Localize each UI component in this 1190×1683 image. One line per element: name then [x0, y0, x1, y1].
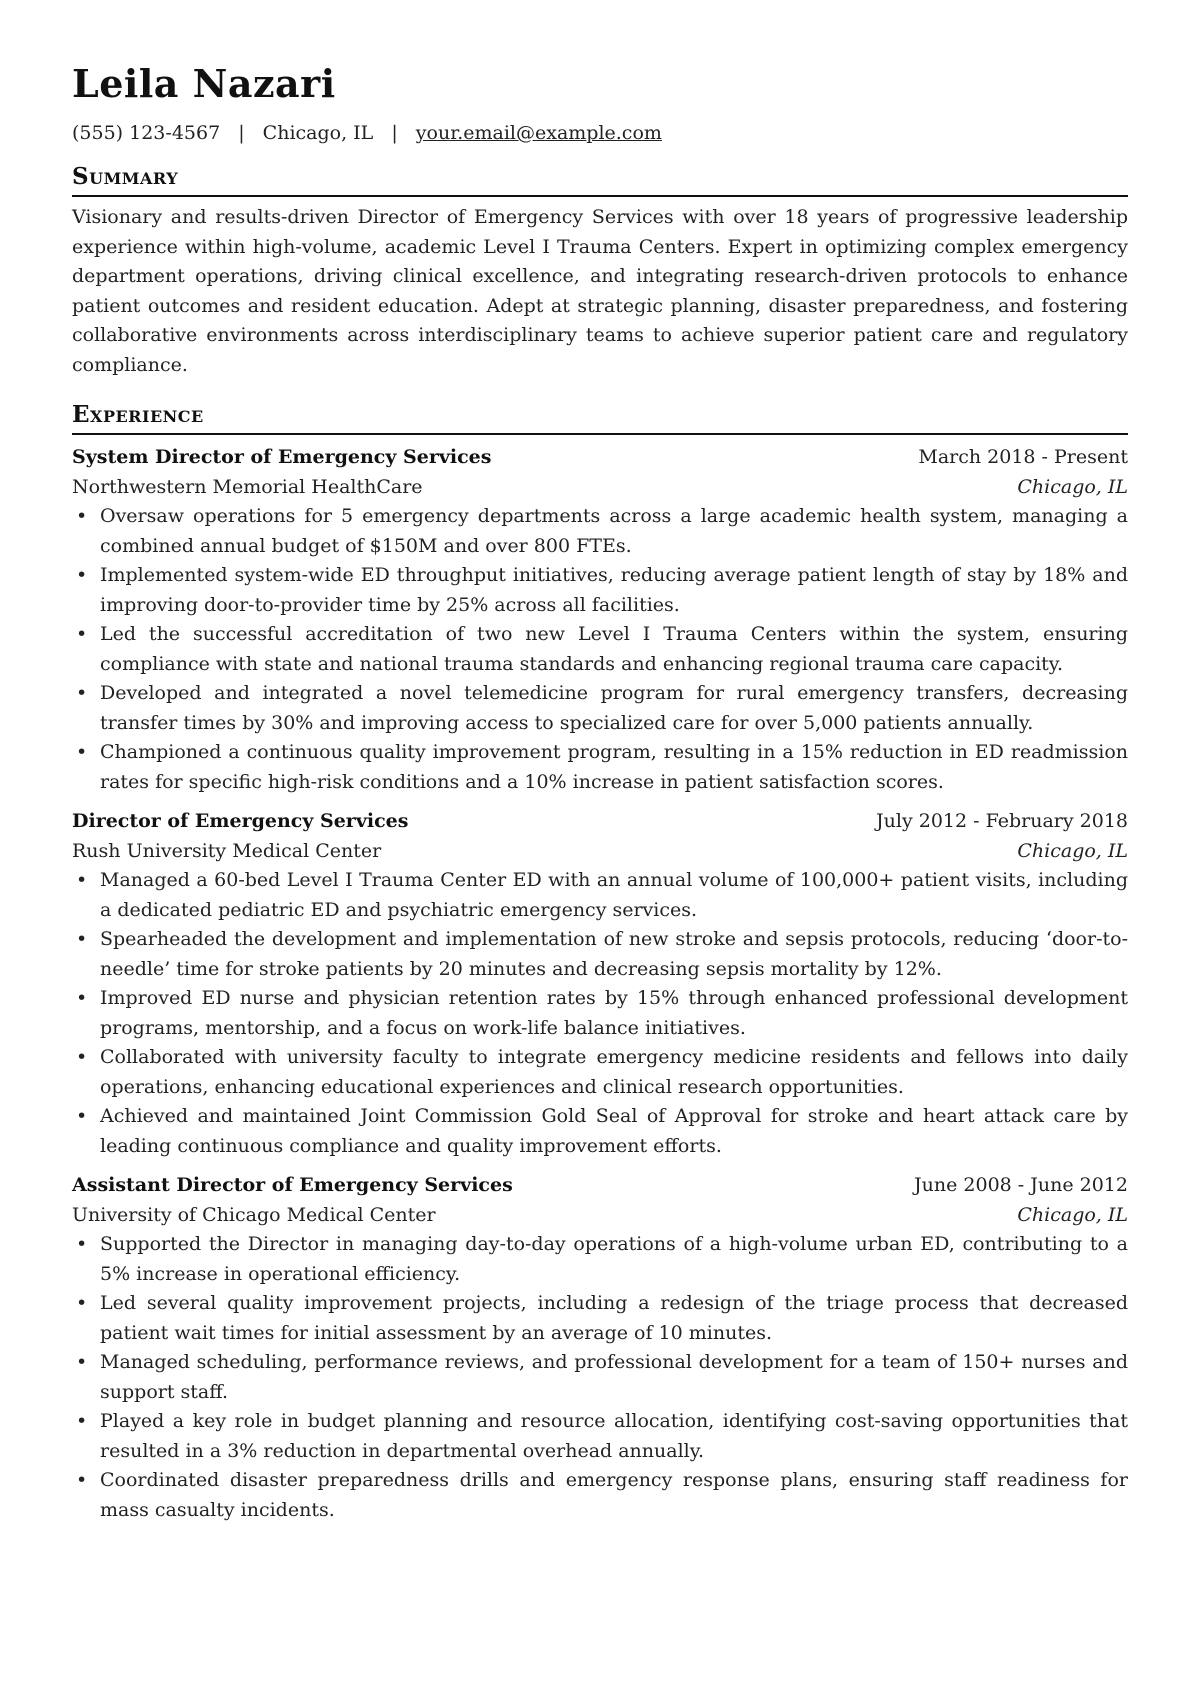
job-bullets — [72, 502, 1128, 797]
contact-separator: | — [391, 122, 398, 144]
bullet-item: • Managed scheduling, performance reviews, and professional development for a team of 150+ nurses and support staff. — [100, 1348, 1128, 1407]
job-location: Chicago, IL — [1017, 839, 1128, 862]
bullet-item: • Spearheaded the development and implementation of new stroke and sepsis protocols, reducing ‘door-to-needle’ time for stroke patients by 20 minutes and decreasing sepsis mortality by 12%. — [100, 925, 1128, 984]
bullet-item: • Collaborated with university faculty to integrate emergency medicine residents and fellows into daily operations, enhancing educational experiences and clinical research opportunities. — [100, 1043, 1128, 1102]
contact-separator: | — [238, 122, 245, 144]
job-title: Director of Emergency Services — [72, 810, 409, 832]
summary-heading: Summary — [72, 162, 1128, 197]
job-subheader — [72, 473, 1128, 503]
bullet-item: • Managed a 60-bed Level I Trauma Center ED with an annual volume of 100,000+ patient visits, including a dedicated pediatric ED and psychiatric emergency services. — [100, 866, 1128, 925]
bullet-item: • Achieved and maintained Joint Commission Gold Seal of Approval for stroke and heart attack care by leading continuous compliance and quality improvement efforts. — [100, 1102, 1128, 1161]
candidate-name: Leila Nazari — [72, 61, 336, 106]
company-name: Northwestern Memorial HealthCare — [72, 475, 423, 498]
job-entry — [72, 1171, 1128, 1525]
job-subheader — [72, 837, 1128, 867]
job-subheader — [72, 1201, 1128, 1231]
job-dates: June 2008 - June 2012 — [914, 1174, 1128, 1196]
experience-heading: Experience — [72, 400, 1128, 435]
job-header — [72, 443, 1128, 473]
company-name: University of Chicago Medical Center — [72, 1203, 436, 1226]
summary-section — [72, 162, 1128, 380]
contact-line — [72, 120, 1128, 146]
location: Chicago, IL — [262, 122, 374, 144]
bullet-item: • Led several quality improvement projects, including a redesign of the triage process that decreased patient wait times for initial assessment by an average of 10 minutes. — [100, 1289, 1128, 1348]
bullet-item: • Oversaw operations for 5 emergency departments across a large academic health system, managing a combined annual budget of $150M and over 800 FTEs. — [100, 502, 1128, 561]
bullet-item: • Championed a continuous quality improvement program, resulting in a 15% reduction in ED readmission rates for specific high-risk conditions and a 10% increase in patient satisfaction scores. — [100, 738, 1128, 797]
job-title: System Director of Emergency Services — [72, 446, 492, 468]
job-entry — [72, 443, 1128, 797]
company-name: Rush University Medical Center — [72, 839, 382, 862]
summary-text: Visionary and results-driven Director of Emergency Services with over 18 years of progressive leadership experience within high-volume, academic Level I Trauma Centers. Expert in optimizing complex emergency department operations, driving clinical excellence, and integrating research-driven protocols to enhance patient outcomes and resident education. Adept at strategic planning, disaster preparedness, and fostering collaborative environments across interdisciplinary teams to achieve superior patient care and regulatory compliance. — [72, 206, 1128, 376]
email-link[interactable]: your.email@example.com — [415, 122, 662, 144]
job-bullets — [72, 1230, 1128, 1525]
job-location: Chicago, IL — [1017, 475, 1128, 498]
job-dates: July 2012 - February 2018 — [876, 810, 1128, 832]
job-title: Assistant Director of Emergency Services — [72, 1174, 513, 1196]
job-entry — [72, 807, 1128, 1161]
phone-number: (555) 123-4567 — [72, 122, 221, 144]
job-location: Chicago, IL — [1017, 1203, 1128, 1226]
job-header — [72, 1171, 1128, 1201]
bullet-item: • Supported the Director in managing day-to-day operations of a high-volume urban ED, contributing to a 5% increase in operational efficiency. — [100, 1230, 1128, 1289]
bullet-item: • Played a key role in budget planning and resource allocation, identifying cost-saving opportunities that resulted in a 3% reduction in departmental overhead annually. — [100, 1407, 1128, 1466]
bullet-item: • Coordinated disaster preparedness drills and emergency response plans, ensuring staff readiness for mass casualty incidents. — [100, 1466, 1128, 1525]
bullet-item: • Implemented system-wide ED throughput initiatives, reducing average patient length of stay by 18% and improving door-to-provider time by 25% across all facilities. — [100, 561, 1128, 620]
bullet-item: • Led the successful accreditation of two new Level I Trauma Centers within the system, ensuring compliance with state and national trauma standards and enhancing regional trauma care capacity. — [100, 620, 1128, 679]
job-bullets — [72, 866, 1128, 1161]
experience-section — [72, 400, 1128, 1525]
bullet-item: • Improved ED nurse and physician retention rates by 15% through enhanced professional development programs, mentorship, and a focus on work-life balance initiatives. — [100, 984, 1128, 1043]
bullet-item: • Developed and integrated a novel telemedicine program for rural emergency transfers, decreasing transfer times by 30% and improving access to specialized care for over 5,000 patients annually. — [100, 679, 1128, 738]
job-dates: March 2018 - Present — [918, 446, 1128, 468]
job-header — [72, 807, 1128, 837]
